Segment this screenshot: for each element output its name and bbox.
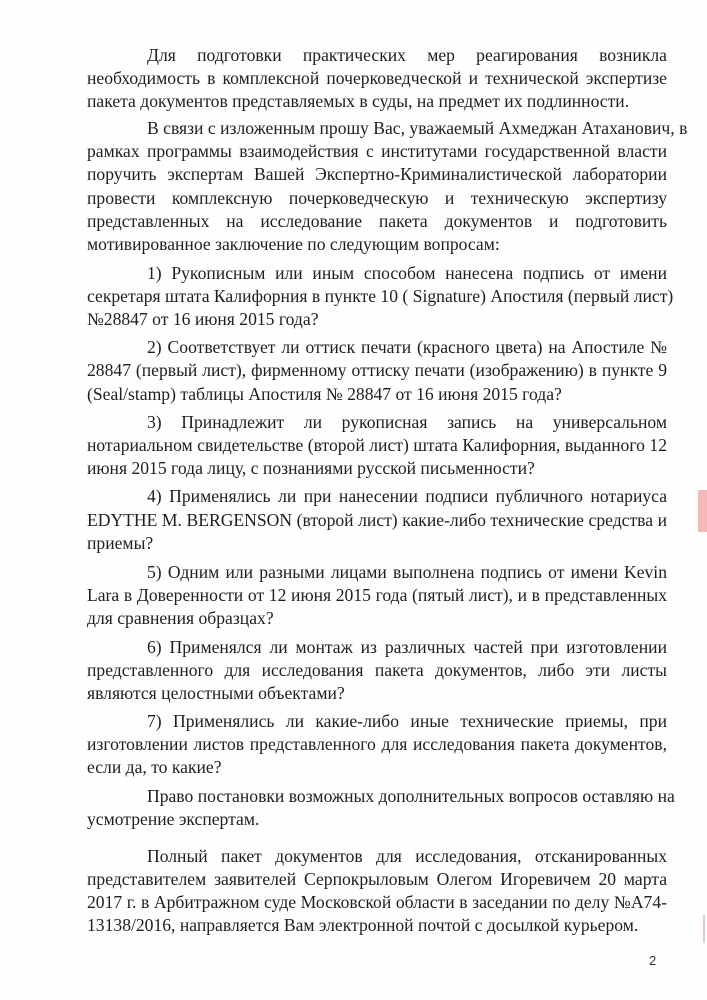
text-line: 2017 г. в Арбитражном суде Московской области в заседании по делу №А74-: [87, 892, 667, 912]
text-line: пакета документов представляемых в суды, на предмет их подлинности.: [87, 91, 630, 111]
text-line: приемы?: [87, 533, 154, 553]
text-line: 1) Рукописным или иным способом нанесена подпись от имени: [147, 263, 667, 283]
text-line: нотариальном свидетельстве (второй лист) штата Калифорния, выданного 12: [87, 435, 667, 455]
text-line: №28847 от 16 июня 2015 года?: [87, 309, 319, 329]
page-number: 2: [649, 953, 657, 968]
text-line: необходимость в комплексной почерковедческой и технической экспертизе: [87, 68, 667, 88]
text-line: 5) Одним или разными лицами выполнена подпись от имени Kevin: [147, 562, 667, 582]
text-line: 28847 (первый лист), фирменному оттиску печати (изображению) в пункте 9: [87, 360, 667, 380]
text-line: 2) Соответствует ли оттиск печати (красного цвета) на Апостиле №: [147, 337, 667, 357]
text-line: 7) Применялись ли какие-либо иные технические приемы, при: [147, 711, 667, 731]
text-line: если да, то какие?: [87, 757, 222, 777]
text-line: Для подготовки практических мер реагирования возникла: [147, 45, 667, 65]
text-line: усмотрение экспертам.: [87, 809, 260, 829]
text-line: представителем заявителей Серпокрыловым Олегом Игоревичем 20 марта: [87, 869, 667, 889]
text-line: представленных на исследование пакета документов и подготовить: [87, 211, 667, 231]
text-line: изготовлении листов представленного для исследования пакета документов,: [87, 734, 667, 754]
text-line: провести комплексную почерковедческую и техническую экспертизу: [87, 188, 667, 208]
text-line: мотивированное заключение по следующим вопросам:: [87, 234, 500, 254]
text-line: 4) Применялись ли при нанесении подписи публичного нотариуса: [147, 486, 667, 506]
text-line: Полный пакет документов для исследования, отсканированных: [147, 846, 667, 866]
text-line: EDYTHE M. BERGENSON (второй лист) какие-либо технические средства и: [87, 510, 667, 530]
text-line: являются целостными объектами?: [87, 683, 345, 703]
text-line: В связи с изложенным прошу Вас, уважаемый Ахмеджан Атаханович, в: [147, 118, 688, 138]
text-line: Lara в Доверенности от 12 июня 2015 года (пятый лист), и в представленных: [87, 585, 667, 605]
text-line: для сравнения образцах?: [87, 608, 274, 628]
text-line: 13138/2016, направляется Вам электронной почтой с досылкой курьером.: [87, 915, 639, 935]
pink-marker-strip: [698, 490, 707, 532]
text-line: июня 2015 года лицу, с познаниями русской письменности?: [87, 458, 535, 478]
text-line: поручить экспертам Вашей Экспертно-Криминалистической лаборатории: [87, 164, 667, 184]
text-line: 6) Применялся ли монтаж из различных частей при изготовлении: [147, 637, 667, 657]
text-line: представленного для исследования пакета документов, либо эти листы: [87, 660, 667, 680]
text-line: рамках программы взаимодействия с институтами государственной власти: [87, 141, 667, 161]
text-line: (Seal/stamp) таблицы Апостиля № 28847 от 16 июня 2015 года?: [87, 384, 562, 404]
text-line: Право постановки возможных дополнительных вопросов оставляю на: [147, 786, 675, 806]
pink-edge-mark: [703, 915, 705, 943]
text-line: секретаря штата Калифорния в пункте 10 ( Signature) Апостиля (первый лист): [87, 286, 674, 306]
text-line: 3) Принадлежит ли рукописная запись на универсальном: [147, 412, 667, 432]
